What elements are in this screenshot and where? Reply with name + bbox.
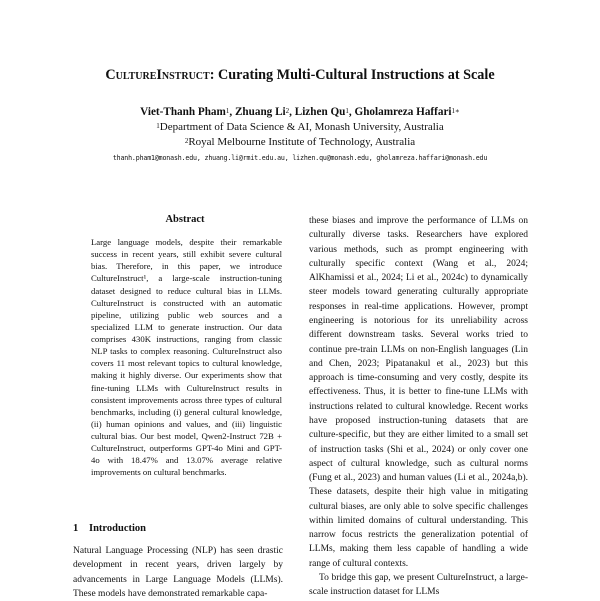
author-name: Viet-Thanh Pham — [140, 106, 226, 118]
paper-title — [0, 66, 600, 84]
affiliation — [0, 120, 600, 134]
author-name: Gholamreza Haffari — [354, 106, 452, 118]
affiliation-text: Department of Data Science & AI, Monash University, Australia — [159, 121, 444, 133]
body-paragraph: these biases and improve the performance of LLMs on culturally diverse tasks. Researchers have explored various methods, such as prompt engineering with culturally specific context (Wang et al., 2024; AlKhamissi et al., 2024; Li et al., 2024c) to dynamically steer models toward generating culturally appropriate responses in real-time applications. However, prompt engineering is notorious for its unreliability across different downstream tasks. Several works tried to continue pre-train LLMs on non-English languages (Lin and Chen, 2023; Pipatanakul et al., 2023) but this approach is time-consuming and very costly, despite its effectiveness. Thus, it is better to fine-tune LLMs with instructions related to cultural knowledge. Recent works have proposed instruction-tuning datasets that are culture-specific, but they are either limited to a small set of instruction tasks (Shi et al., 2024) or only cover one aspect of cultural knowledge, such as cultural norms (Fung et al., 2023) and human values (Li et al., 2024a,b). These datasets, despite their high value in mitigating cultural biases, are only able to solve specific challenges within limited domains of cultural understanding. This narrow focus restricts the generalization potential of LLMs, making them less capable of handling a wide range of cultural contexts. — [309, 216, 528, 569]
title-dataset-name: CultureInstruct — [105, 67, 210, 83]
author-affiliation-mark: 1 — [225, 107, 230, 115]
author-affiliation-mark: 2 — [285, 107, 290, 115]
affiliation-number: 1 — [156, 122, 160, 130]
title-subtitle: : Curating Multi-Cultural Instructions at Scale — [209, 67, 495, 83]
right-column — [309, 214, 528, 600]
affiliation-number: 2 — [184, 137, 189, 145]
section-number: 1 — [73, 523, 79, 534]
section-title-text: Introduction — [89, 523, 146, 534]
body-paragraph: To bridge this gap, we present CultureInstruct, a large-scale instruction dataset for LLMs — [309, 573, 528, 598]
author-name: Zhuang Li — [234, 106, 286, 118]
author-affiliation-mark: 1 — [345, 107, 349, 115]
intro-paragraph: Natural Language Processing (NLP) has seen drastic development in recent years, driven largely by advancements in Large Language Models (LLMs). These models have demonstrated remarkable capa- — [73, 546, 283, 599]
affiliation-text: Royal Melbourne Institute of Technology, Australia — [188, 136, 416, 148]
author-list: Viet-Thanh Pham$^1$, Zhuang Li$^2$, Lizhen Qu$^1$, Gholamreza Haffari$^{1∗}$ — [140, 106, 460, 118]
abstract-heading: Abstract — [165, 214, 205, 225]
author-affiliation-mark: 1∗ — [451, 107, 460, 115]
author-name: Lizhen Qu — [294, 106, 346, 118]
abstract-text: Large language models, despite their remarkable success in recent years, still exhibit severe cultural bias. Therefore, in this paper, we introduce CultureInstruct¹, a large-scale instruction-tuning dataset designed to reduce cultural bias in LLMs. CultureInstruct is constructed with an automatic pipeline, utilizing public web sources and a specialized LLM to generate instruction. Our data comprises 430K instructions, ranging from classic NLP tasks to complex reasoning. CultureInstruct also covers 11 most relevant topics to cultural knowledge, making it highly diverse. Our experiments show that fine-tuning LLMs with CultureInstruct results in consistent improvements across three types of cultural benchmarks, including (i) general cultural knowledge, (ii) human opinions and values, and (iii) linguistic cultural bias. Our best model, Qwen2-Instruct 72B + CultureInstruct, outperforms GPT-4o Mini and GPT-4o with 18.47% and 13.07% average relative improvements on cultural benchmarks. — [91, 237, 282, 478]
author-emails: thanh.pham1@monash.edu, zhuang.li@rmit.edu.au, lizhen.qu@monash.edu, gholamreza.haffari@monash.edu — [112, 154, 488, 162]
section-heading — [73, 522, 283, 535]
affiliation — [0, 135, 600, 149]
